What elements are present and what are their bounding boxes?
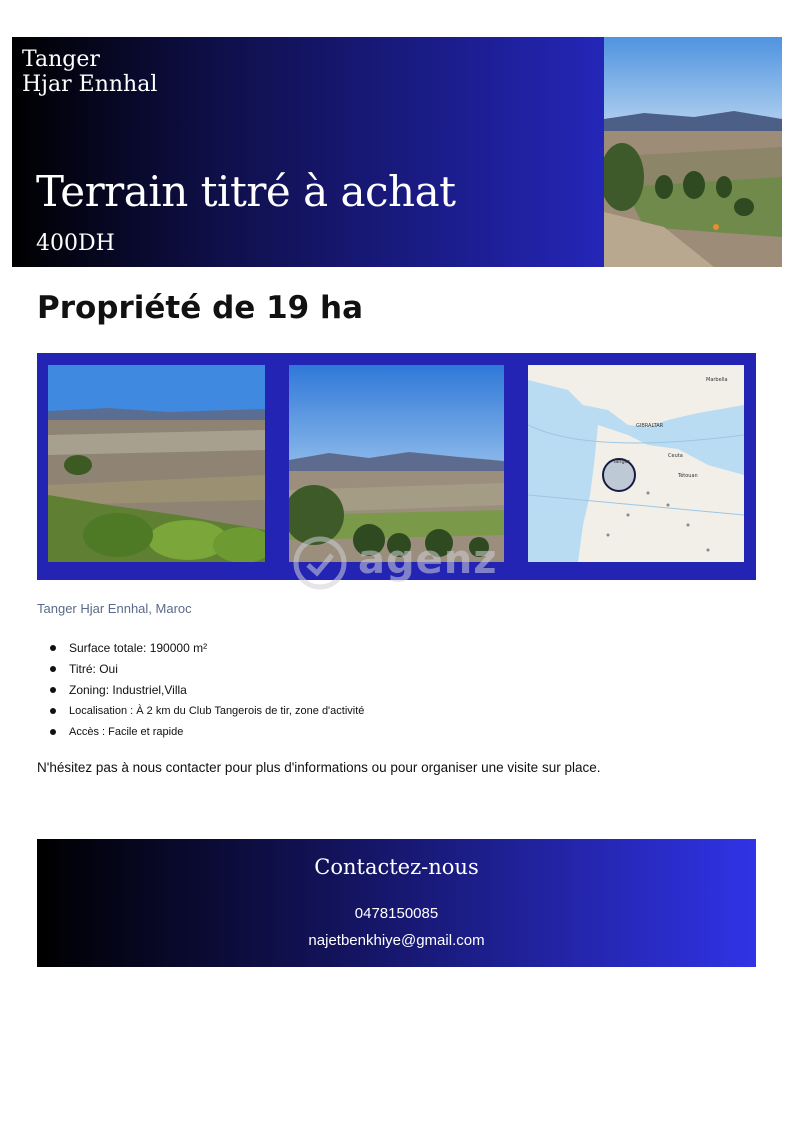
contact-invitation: N'hésitez pas à nous contacter pour plus d'informations ou pour organiser une visite sur place. — [37, 760, 601, 775]
list-item: Zoning: Industriel,Villa — [37, 682, 364, 703]
header-location-district: Hjar Ennhal — [22, 72, 158, 97]
agenz-logo-icon — [290, 535, 350, 590]
contact-phone[interactable]: 0478150085 — [354, 905, 439, 922]
contact-banner — [37, 839, 756, 967]
agenz-watermark — [290, 535, 510, 590]
property-subtitle: Propriété de 19 ha — [37, 290, 363, 326]
header-location-city: Tanger — [22, 47, 100, 72]
map-label-tanger: Tanger — [613, 459, 630, 465]
listing-price: 400DH — [36, 231, 115, 256]
gallery-photo-2[interactable] — [289, 365, 504, 562]
gallery-photo-1[interactable] — [48, 365, 265, 562]
map-label-gibraltar: GIBRALTAR — [636, 423, 664, 429]
property-location: Tanger Hjar Ennhal, Maroc — [37, 601, 192, 616]
map-label-tetouan: Tétouan — [678, 473, 698, 479]
list-item: Surface totale: 190000 m² — [37, 640, 364, 661]
contact-email[interactable]: najetbenkhiye@gmail.com — [308, 932, 485, 949]
map-label-ceuta: Ceuta — [668, 453, 683, 459]
list-item: Accès : Facile et rapide — [37, 724, 364, 745]
header-location — [22, 47, 157, 97]
list-item: Localisation : À 2 km du Club Tangerois de tir, zone d'activité — [37, 703, 364, 724]
feature-list — [37, 640, 364, 745]
map-label-marbella: Marbella — [706, 377, 728, 383]
contact-title: Contactez-nous — [314, 855, 479, 879]
list-item: Titré: Oui — [37, 661, 364, 682]
header-photo — [604, 37, 782, 267]
agenz-watermark-text: agenz — [358, 537, 498, 583]
header-banner — [12, 37, 604, 267]
listing-title: Terrain titré à achat — [36, 167, 456, 216]
gallery-map[interactable] — [528, 365, 744, 562]
